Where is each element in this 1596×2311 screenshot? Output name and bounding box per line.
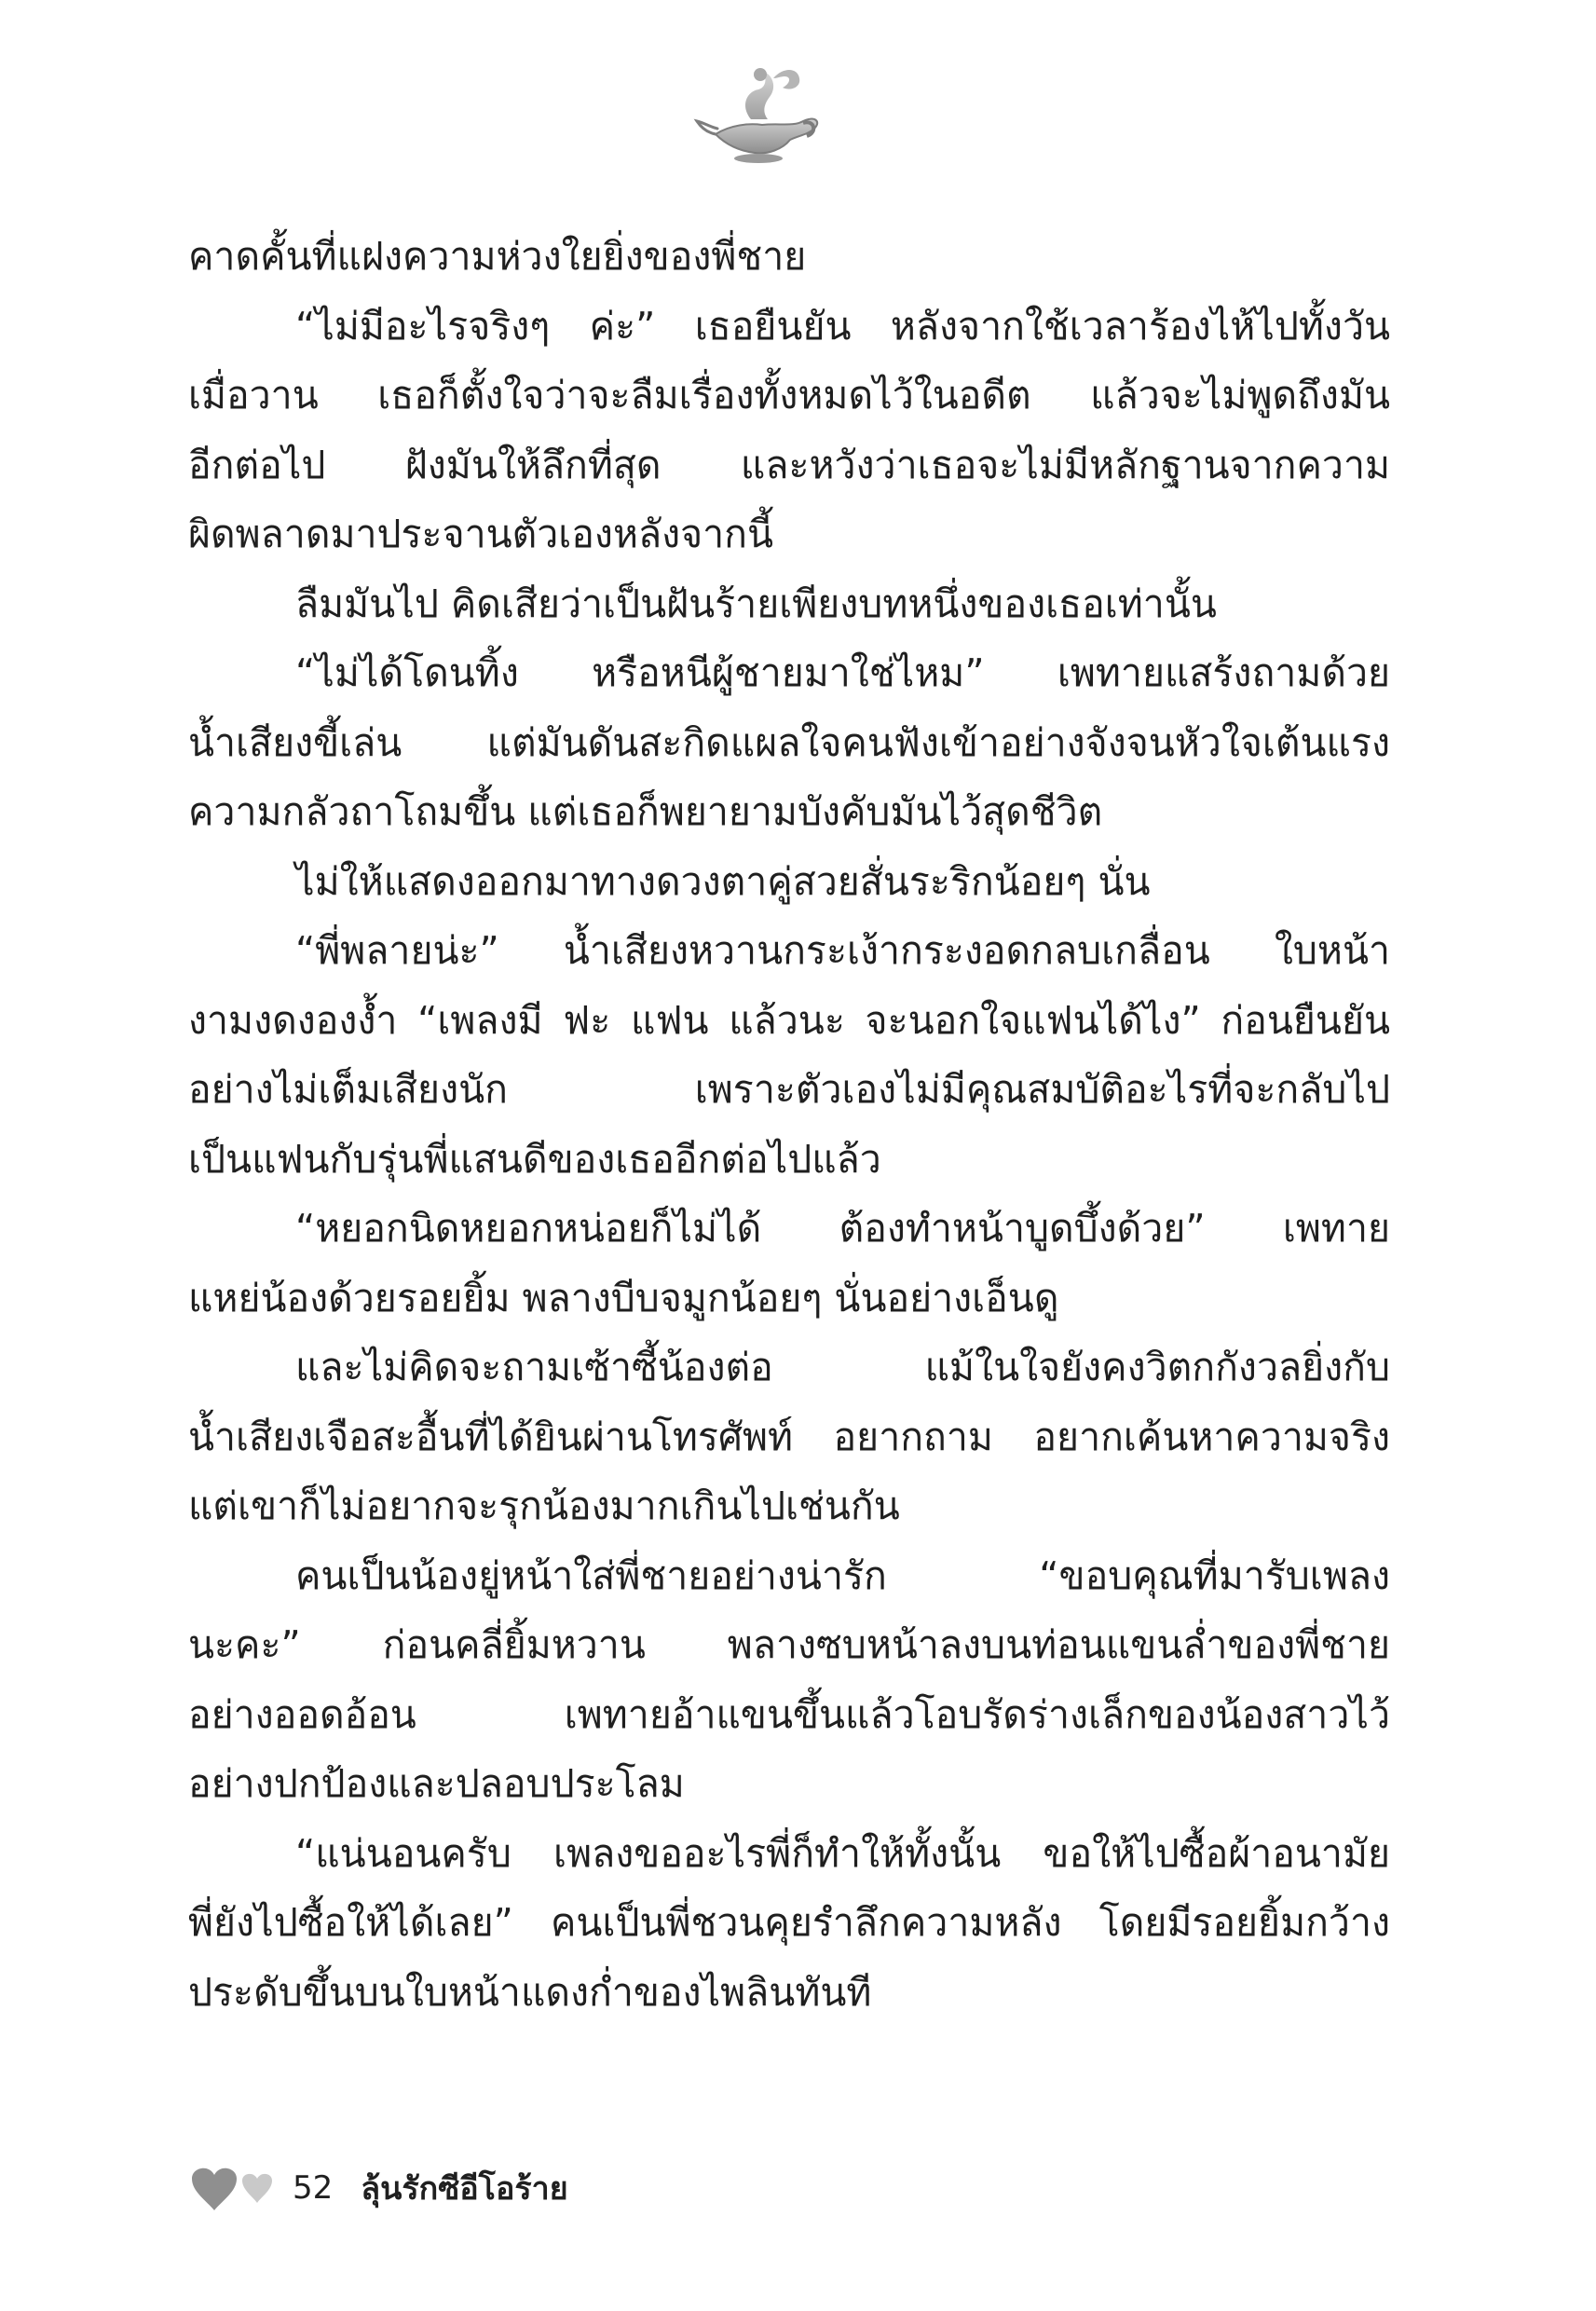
genie-lamp-icon: [693, 54, 824, 166]
text-line: น้ำเสียงเจือสะอื้นที่ได้ยินผ่านโทรศัพท์ อยากถาม อยากเค้นหาความจริง: [188, 1414, 1390, 1459]
text-line: “พี่พลายน่ะ” น้ำเสียงหวานกระเง้ากระงอดกลบเกลื่อน ใบหน้า: [295, 928, 1390, 973]
text-line: ลืมมันไป คิดเสียว่าเป็นฝันร้ายเพียงบทหนึ่งของเธอเท่านั้น: [295, 581, 1217, 626]
text-line: “ไม่ได้โดนทิ้ง หรือหนีผู้ชายมาใช่ไหม” เพทายแสร้งถามด้วย: [295, 650, 1390, 695]
text-line: อย่างออดอ้อน เพทายอ้าแขนขึ้นแล้วโอบรัดร่างเล็กของน้องสาวไว้: [188, 1691, 1390, 1737]
text-line: “แน่นอนครับ เพลงขออะไรพี่ก็ทำให้ทั้งนั้น ขอให้ไปซื้อผ้าอนามัย: [295, 1830, 1390, 1876]
body-text: [188, 222, 1390, 2027]
text-line: อย่างปกป้องและปลอบประโลม: [188, 1761, 685, 1806]
text-line: ความกลัวถาโถมขึ้น แต่เธอก็พยายามบังคับมันไว้สุดชีวิต: [188, 789, 1103, 834]
text-line: เมื่อวาน เธอก็ตั้งใจว่าจะลืมเรื่องทั้งหมดไว้ในอดีต แล้วจะไม่พูดถึงมัน: [188, 373, 1390, 417]
text-line: แต่เขาก็ไม่อยากจะรุกน้องมากเกินไปเช่นกัน: [188, 1484, 900, 1528]
text-line: “ไม่มีอะไรจริงๆ ค่ะ” เธอยืนยัน หลังจากใช้เวลาร้องไห้ไปทั้งวัน: [295, 303, 1390, 349]
book-title: ลุ้นรักซีอีโอร้าย: [361, 2170, 568, 2208]
text-line: คนเป็นน้องยู่หน้าใส่พี่ชายอย่างน่ารัก “ขอบคุณที่มารับเพลง: [295, 1552, 1390, 1598]
text-line: แหย่น้องด้วยรอยยิ้ม พลางบีบจมูกน้อยๆ นั่นอย่างเอ็นดู: [188, 1275, 1059, 1320]
text-line: ผิดพลาดมาประจานตัวเองหลังจากนี้: [188, 512, 774, 556]
text-line: งามงดงองง้ำ “เพลงมี ฟะ แฟน แล้วนะ จะนอกใจแฟนได้ไง” ก่อนยืนยัน: [188, 997, 1390, 1043]
text-line: อย่างไม่เต็มเสียงนัก เพราะตัวเองไม่มีคุณสมบัติอะไรที่จะกลับไป: [188, 1067, 1390, 1112]
text-line: “หยอกนิดหยอกหน่อยก็ไม่ได้ ต้องทำหน้าบูดบึ้งด้วย” เพทาย: [295, 1206, 1390, 1251]
hearts-icon: [183, 2160, 276, 2216]
text-line: คาดคั้นที่แฝงความห่วงใยยิ่งของพี่ชาย: [188, 234, 807, 279]
page-number: 52: [293, 2169, 334, 2207]
text-line: เป็นแฟนกับรุ่นพี่แสนดีของเธออีกต่อไปแล้ว: [188, 1136, 881, 1182]
text-line: พี่ยังไปซื้อให้ได้เลย” คนเป็นพี่ชวนคุยรำลึกความหลัง โดยมีรอยยิ้มกว้าง: [188, 1900, 1390, 1945]
text-line: นะคะ” ก่อนคลี่ยิ้มหวาน พลางซบหน้าลงบนท่อนแขนล่ำของพี่ชาย: [188, 1622, 1390, 1667]
text-line: อีกต่อไป ฝังมันให้ลึกที่สุด และหวังว่าเธอจะไม่มีหลักฐานจากความ: [188, 442, 1390, 487]
text-line: ไม่ให้แสดงออกมาทางดวงตาคู่สวยสั่นระริกน้อยๆ นั่น: [295, 858, 1151, 904]
text-line: ประดับขึ้นบนใบหน้าแดงก่ำของไพลินทันที: [188, 1969, 872, 2015]
text-line: และไม่คิดจะถามเซ้าซี้น้องต่อ แม้ในใจยังคงวิตกกังวลยิ่งกับ: [295, 1345, 1390, 1389]
page-footer: [183, 2160, 568, 2216]
text-line: น้ำเสียงขี้เล่น แต่มันดันสะกิดแผลใจคนฟังเข้าอย่างจังจนหัวใจเต้นแรง: [188, 719, 1390, 765]
